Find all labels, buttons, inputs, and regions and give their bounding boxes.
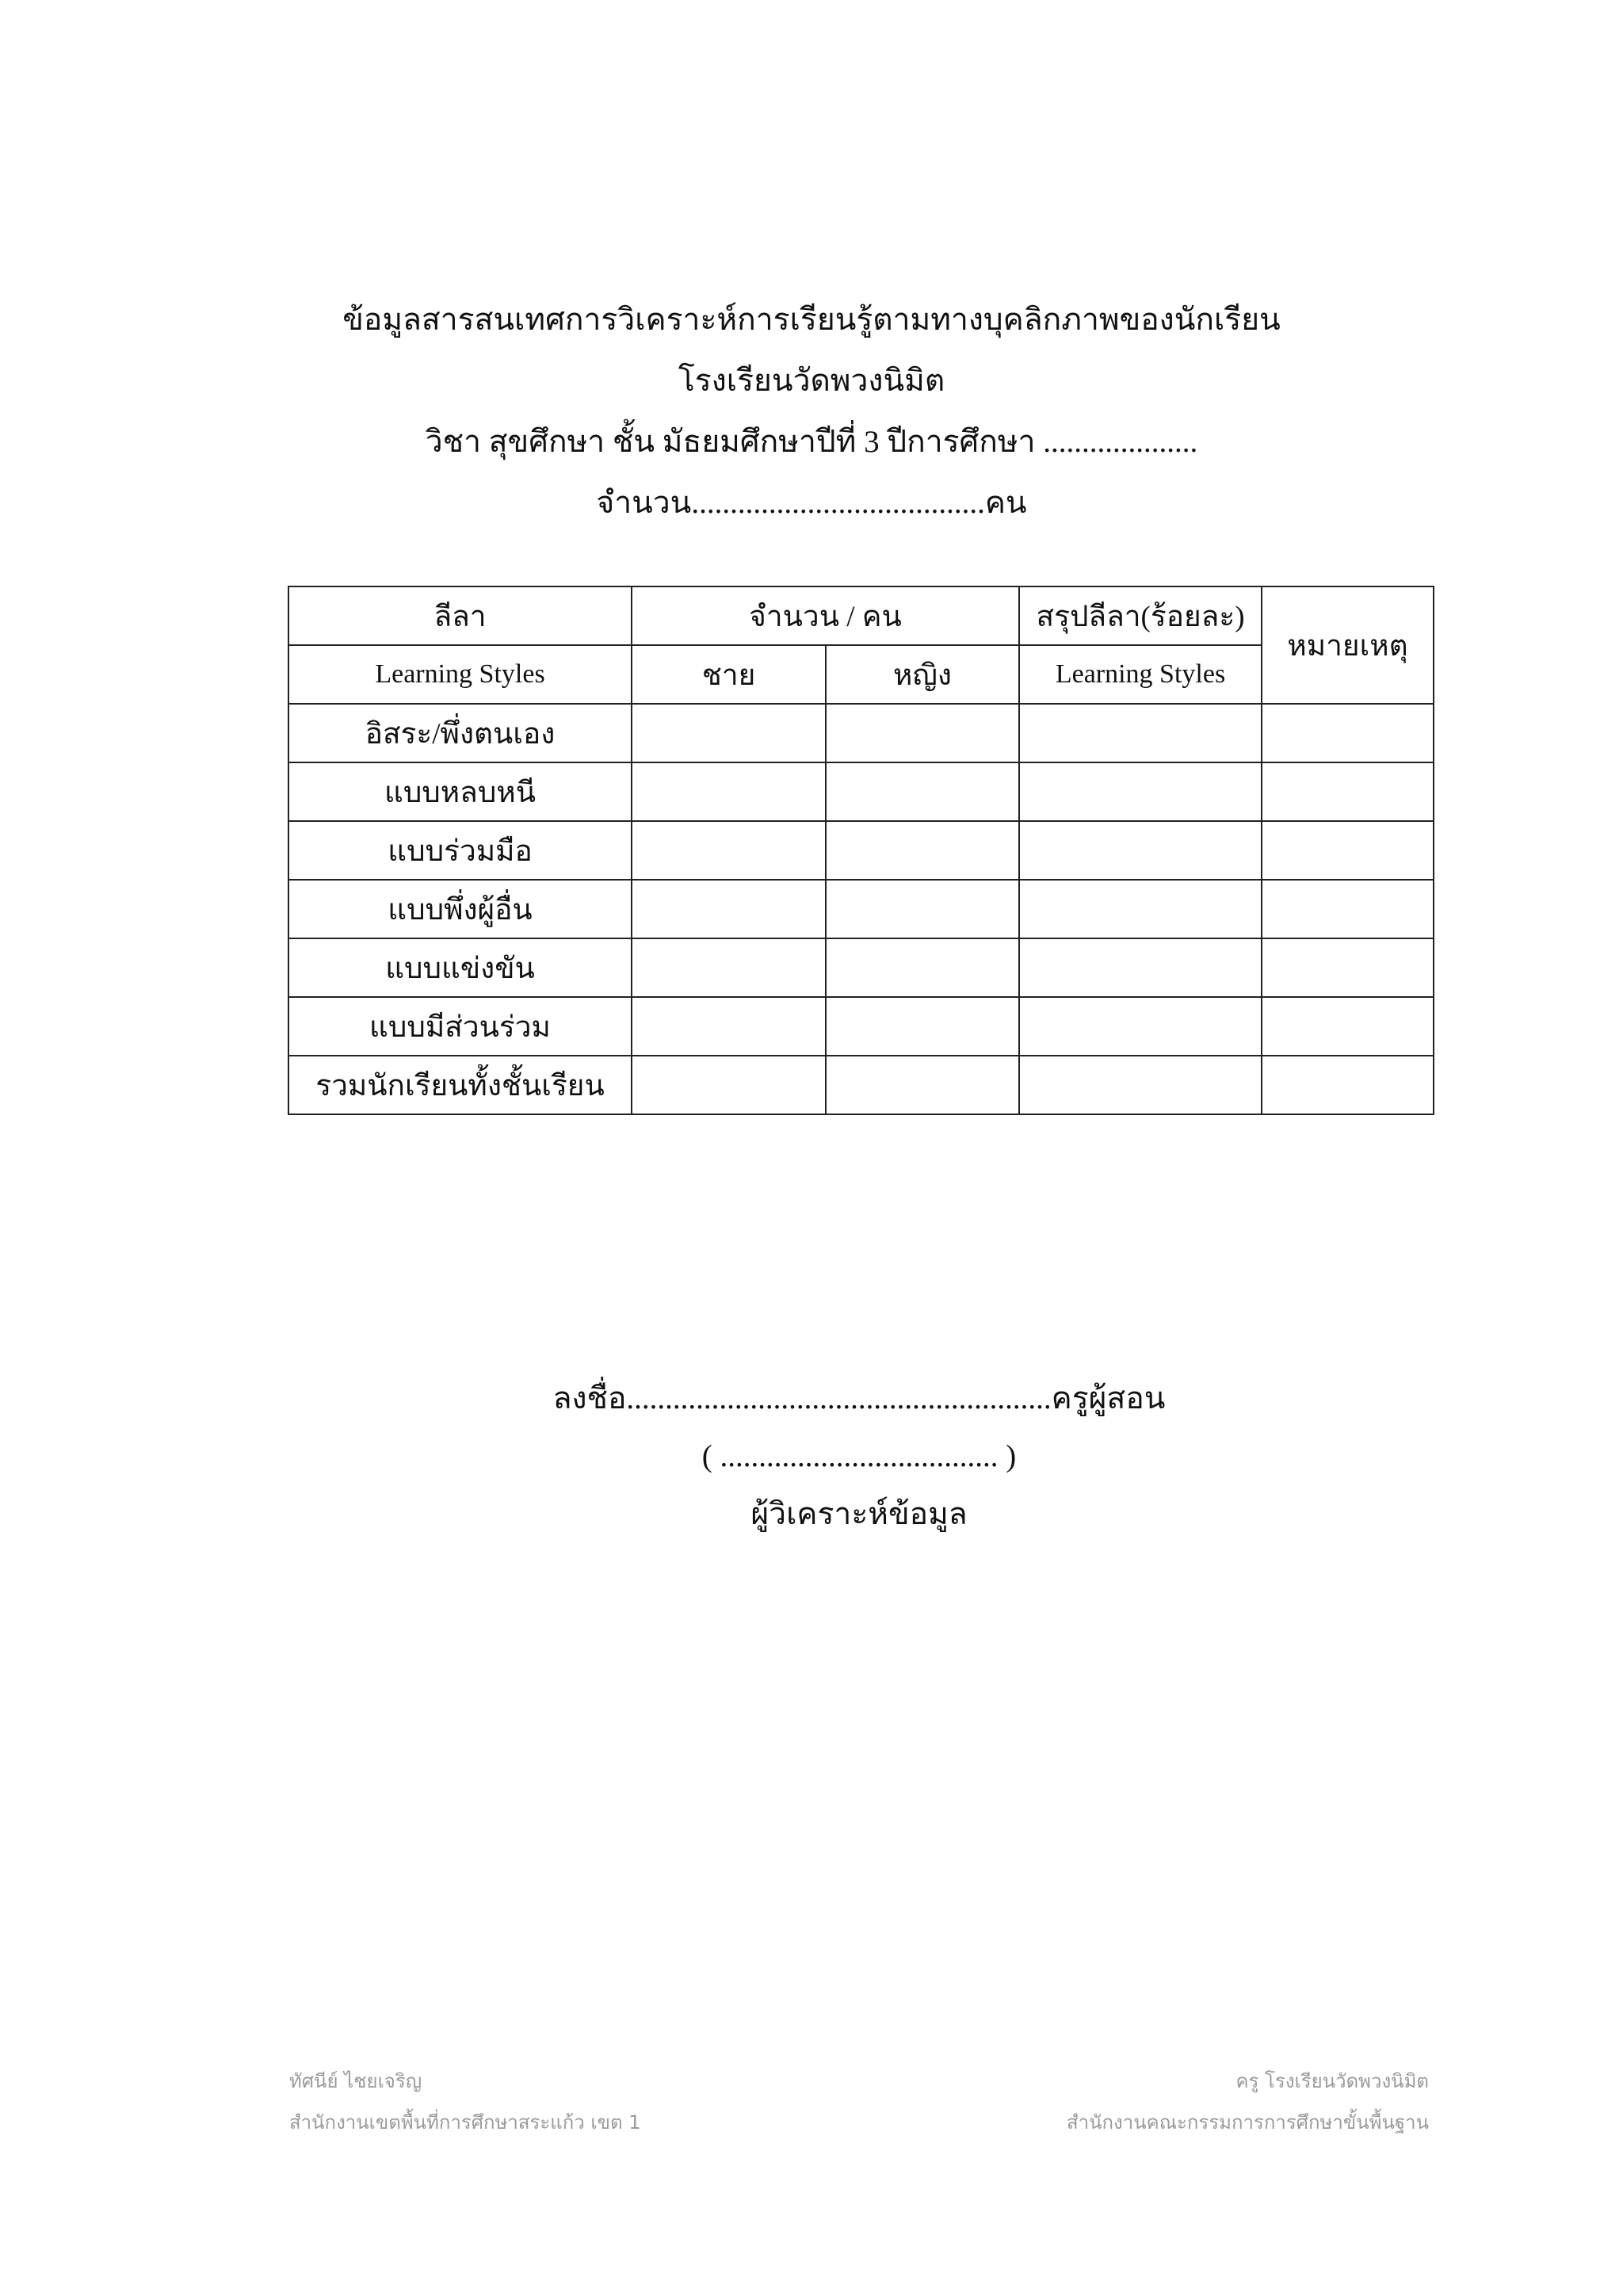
table-row	[288, 704, 1434, 762]
row-label: รวมนักเรียนทั้งชั้นเรียน	[288, 1056, 632, 1114]
header-summary-en: Learning Styles	[1019, 645, 1262, 704]
header-female: หญิง	[826, 645, 1019, 704]
document-title: ข้อมูลสารสนเทศการวิเคราะห์การเรียนรู้ตามทางบุคลิกภาพของนักเรียน	[342, 303, 1281, 337]
male-cell[interactable]	[632, 938, 826, 997]
remark-cell[interactable]	[1262, 880, 1434, 938]
student-count-line: จำนวน......................................คน	[596, 486, 1027, 520]
row-label: แบบแข่งขัน	[288, 938, 632, 997]
female-cell[interactable]	[826, 1056, 1019, 1114]
table-row	[288, 880, 1434, 938]
footer-right	[1067, 2061, 1429, 2143]
table-header-row	[288, 586, 1434, 645]
male-cell[interactable]	[632, 1056, 826, 1114]
summary-cell[interactable]	[1019, 1056, 1262, 1114]
signature-block	[0, 1370, 1623, 1543]
signature-line: ลงชื่อ.......................................................ครูผู้สอน	[552, 1381, 1166, 1415]
table-row	[288, 762, 1434, 821]
remark-cell[interactable]	[1262, 1056, 1434, 1114]
remark-cell[interactable]	[1262, 762, 1434, 821]
male-cell[interactable]	[632, 762, 826, 821]
signature-role: ผู้วิเคราะห์ข้อมูล	[750, 1497, 968, 1531]
male-cell[interactable]	[632, 997, 826, 1056]
document-header	[0, 289, 1623, 533]
subject-grade-line: วิชา สุขศึกษา ชั้น มัธยมศึกษาปีที่ 3 ปีการศึกษา ....................	[425, 425, 1198, 459]
summary-cell[interactable]	[1019, 704, 1262, 762]
male-cell[interactable]	[632, 821, 826, 880]
female-cell[interactable]	[826, 762, 1019, 821]
female-cell[interactable]	[826, 997, 1019, 1056]
header-count: จำนวน / คน	[632, 586, 1019, 645]
male-cell[interactable]	[632, 704, 826, 762]
table-row	[288, 997, 1434, 1056]
remark-cell[interactable]	[1262, 821, 1434, 880]
signature-name-line: ( .................................... )	[701, 1439, 1017, 1473]
summary-cell[interactable]	[1019, 880, 1262, 938]
learning-styles-table	[288, 586, 1434, 1115]
header-remark: หมายเหตุ	[1262, 586, 1434, 704]
school-name: โรงเรียนวัดพวงนิมิต	[678, 364, 945, 398]
footer-left	[289, 2061, 641, 2143]
footer-position: ครู โรงเรียนวัดพวงนิมิต	[1235, 2070, 1429, 2092]
header-style-th: ลีลา	[288, 586, 632, 645]
row-label: แบบหลบหนี	[288, 762, 632, 821]
table-row	[288, 938, 1434, 997]
remark-cell[interactable]	[1262, 997, 1434, 1056]
female-cell[interactable]	[826, 821, 1019, 880]
male-cell[interactable]	[632, 880, 826, 938]
header-summary-th: สรุปลีลา(ร้อยละ)	[1019, 586, 1262, 645]
table-row	[288, 821, 1434, 880]
footer-author: ทัศนีย์ ไชยเจริญ	[289, 2070, 422, 2092]
female-cell[interactable]	[826, 938, 1019, 997]
summary-cell[interactable]	[1019, 762, 1262, 821]
row-label: แบบพึ่งผู้อื่น	[288, 880, 632, 938]
row-label: อิสระ/พึ่งตนเอง	[288, 704, 632, 762]
summary-cell[interactable]	[1019, 821, 1262, 880]
female-cell[interactable]	[826, 704, 1019, 762]
row-label: แบบมีส่วนร่วม	[288, 997, 632, 1056]
header-male: ชาย	[632, 645, 826, 704]
remark-cell[interactable]	[1262, 938, 1434, 997]
summary-cell[interactable]	[1019, 938, 1262, 997]
footer-agency: สำนักงานคณะกรรมการการศึกษาขั้นพื้นฐาน	[1066, 2111, 1429, 2134]
row-label: แบบร่วมมือ	[288, 821, 632, 880]
footer-office: สำนักงานเขตพื้นที่การศึกษาสระแก้ว เขต 1	[289, 2111, 641, 2134]
summary-cell[interactable]	[1019, 997, 1262, 1056]
remark-cell[interactable]	[1262, 704, 1434, 762]
female-cell[interactable]	[826, 880, 1019, 938]
table-row	[288, 1056, 1434, 1114]
header-style-en: Learning Styles	[288, 645, 632, 704]
